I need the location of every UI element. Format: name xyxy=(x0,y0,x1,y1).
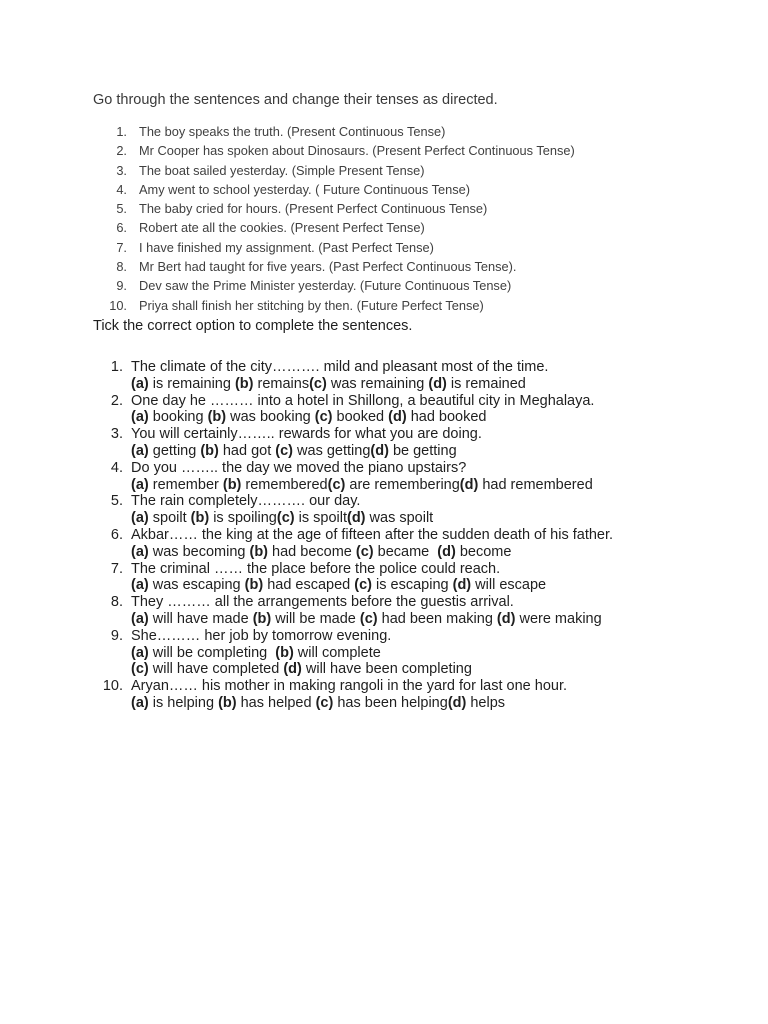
options-line xyxy=(131,645,768,662)
item-number: 6. xyxy=(116,220,127,236)
option-letter: (d) xyxy=(459,476,479,493)
multiple-choice-list xyxy=(0,359,768,712)
option-letter: (c) xyxy=(354,577,373,594)
option-letter: (d) xyxy=(370,442,389,459)
option-letter: (d) xyxy=(496,610,516,627)
option-text[interactable]: will have been completing xyxy=(301,661,472,678)
option-letter: (a) xyxy=(131,409,149,426)
question-text: They ……… all the arrangements before the guestis arrival. xyxy=(131,594,514,611)
item-number: 5. xyxy=(116,201,127,217)
option-letter: (a) xyxy=(131,694,149,711)
options-line xyxy=(131,477,768,494)
question-item xyxy=(0,561,768,595)
option-text[interactable]: is remained xyxy=(446,375,526,392)
item-text: Mr Cooper has spoken about Dinosaurs. (Present Perfect Continuous Tense) xyxy=(139,143,575,159)
option-letter: (a) xyxy=(131,375,149,392)
options-line xyxy=(131,577,768,594)
item-number: 4. xyxy=(116,181,127,197)
option-text[interactable]: will have completed xyxy=(148,661,284,678)
option-text[interactable]: will be completing xyxy=(148,644,276,661)
option-text[interactable]: is escaping xyxy=(372,577,453,594)
question-number: 10. xyxy=(102,678,123,695)
question-text: She……… her job by tomorrow evening. xyxy=(131,627,392,644)
question-number: 3. xyxy=(110,426,123,443)
option-text[interactable]: spoilt xyxy=(148,510,191,527)
question-text: The climate of the city………. mild and pleasant most of the time. xyxy=(131,359,549,375)
item-text: Amy went to school yesterday. ( Future Continuous Tense) xyxy=(139,181,470,197)
option-letter: (d) xyxy=(388,409,407,426)
option-letter: (a) xyxy=(131,610,149,627)
option-text[interactable]: helps xyxy=(466,694,506,711)
option-text[interactable]: had remembered xyxy=(478,476,593,493)
option-text[interactable]: was getting xyxy=(293,442,371,459)
list-item xyxy=(0,163,768,182)
option-text[interactable]: will be made xyxy=(271,610,360,627)
option-text[interactable]: booked xyxy=(332,409,389,426)
item-text: The baby cried for hours. (Present Perfect Continuous Tense) xyxy=(139,201,488,217)
option-text[interactable]: was escaping xyxy=(148,577,245,594)
option-letter: (c) xyxy=(275,442,294,459)
question-number: 6. xyxy=(110,526,123,543)
option-letter: (b) xyxy=(234,375,254,392)
option-letter: (b) xyxy=(200,442,219,459)
list-item xyxy=(0,124,768,143)
option-text[interactable]: remains xyxy=(253,375,310,392)
option-letter: (a) xyxy=(131,442,149,459)
options-line xyxy=(131,409,768,426)
option-text[interactable]: remember xyxy=(148,476,223,493)
option-text[interactable]: be getting xyxy=(388,442,457,459)
option-letter: (b) xyxy=(275,644,294,661)
option-text[interactable]: has been helping xyxy=(333,694,448,711)
question-number: 8. xyxy=(110,594,123,611)
option-letter: (c) xyxy=(327,476,346,493)
question-item xyxy=(0,359,768,393)
option-text[interactable]: is remaining xyxy=(148,375,235,392)
option-text[interactable]: were making xyxy=(515,610,602,627)
tense-change-list xyxy=(0,124,768,317)
list-item xyxy=(0,278,768,297)
option-text[interactable]: had got xyxy=(218,442,276,459)
question-number: 2. xyxy=(110,392,123,409)
option-letter: (b) xyxy=(249,543,268,560)
option-letter: (b) xyxy=(252,610,272,627)
option-letter: (a) xyxy=(131,543,149,560)
item-number: 7. xyxy=(116,239,127,255)
option-letter: (d) xyxy=(437,543,456,560)
item-text: I have finished my assignment. (Past Perfect Tense) xyxy=(139,239,434,255)
option-text[interactable]: was remaining xyxy=(326,375,429,392)
list-item xyxy=(0,182,768,201)
item-number: 8. xyxy=(116,259,127,275)
question-item xyxy=(0,426,768,460)
item-number: 2. xyxy=(116,143,127,159)
question-text: The criminal …… the place before the police could reach. xyxy=(131,560,501,577)
option-text[interactable]: are remembering xyxy=(345,476,460,493)
question-text: Aryan…… his mother in making rangoli in the yard for last one hour. xyxy=(131,678,568,695)
question-number: 5. xyxy=(110,493,123,510)
question-text: One day he ……… into a hotel in Shillong, a beautiful city in Meghalaya. xyxy=(131,392,595,409)
option-letter: (c) xyxy=(131,661,149,678)
question-number: 4. xyxy=(110,459,123,476)
option-text[interactable]: has helped xyxy=(236,694,316,711)
list-item xyxy=(0,298,768,317)
option-text[interactable]: remembered xyxy=(241,476,328,493)
options-line xyxy=(131,544,768,561)
option-letter: (c) xyxy=(276,510,295,527)
options-line xyxy=(131,443,768,460)
option-letter: (d) xyxy=(452,577,472,594)
option-text[interactable]: had been making xyxy=(377,610,497,627)
option-text[interactable]: become xyxy=(455,543,512,560)
option-letter: (c) xyxy=(314,409,333,426)
option-letter: (c) xyxy=(359,610,378,627)
option-text[interactable]: booking xyxy=(148,409,208,426)
option-letter: (c) xyxy=(309,375,327,392)
item-number: 10. xyxy=(109,297,127,313)
option-letter: (a) xyxy=(131,510,149,527)
question-number: 1. xyxy=(110,359,123,375)
option-letter: (a) xyxy=(131,476,149,493)
option-letter: (b) xyxy=(244,577,264,594)
options-line xyxy=(131,376,768,393)
option-letter: (b) xyxy=(218,694,237,711)
item-text: The boy speaks the truth. (Present Continuous Tense) xyxy=(139,124,446,139)
item-text: Dev saw the Prime Minister yesterday. (Future Continuous Tense) xyxy=(139,278,512,294)
item-number: 9. xyxy=(116,278,127,294)
question-text: The rain completely………. our day. xyxy=(131,493,361,510)
item-text: The boat sailed yesterday. (Simple Present Tense) xyxy=(139,162,425,178)
item-text: Priya shall finish her stitching by then. (Future Perfect Tense) xyxy=(139,297,484,313)
option-text[interactable]: became xyxy=(373,543,438,560)
option-text[interactable]: was becoming xyxy=(148,543,250,560)
option-letter: (d) xyxy=(447,694,467,711)
item-text: Robert ate all the cookies. (Present Perfect Tense) xyxy=(139,220,425,236)
question-item xyxy=(0,527,768,561)
option-text[interactable]: had escaped xyxy=(263,577,355,594)
option-text[interactable]: was booking xyxy=(226,409,315,426)
option-letter: (d) xyxy=(428,375,447,392)
question-text: Do you …….. the day we moved the piano upstairs? xyxy=(131,459,467,476)
option-letter: (d) xyxy=(283,661,302,678)
option-letter: (a) xyxy=(131,644,149,661)
option-letter: (c) xyxy=(355,543,374,560)
option-letter: (b) xyxy=(190,510,210,527)
option-text[interactable]: will escape xyxy=(471,577,547,594)
option-letter: (d) xyxy=(347,510,366,527)
option-letter: (b) xyxy=(222,476,242,493)
question-number: 7. xyxy=(110,560,123,577)
question-item xyxy=(0,628,768,678)
section2-heading: Tick the correct option to complete the sentences. xyxy=(93,318,413,334)
option-letter: (b) xyxy=(207,409,227,426)
option-text[interactable]: is spoilt xyxy=(294,510,347,527)
question-item xyxy=(0,678,768,712)
option-text[interactable]: will complete xyxy=(293,644,381,661)
question-item xyxy=(0,460,768,494)
options-line xyxy=(131,661,768,678)
option-text[interactable]: is helping xyxy=(148,694,219,711)
section1-heading: Go through the sentences and change their tenses as directed. xyxy=(93,92,498,108)
item-number: 3. xyxy=(116,162,127,178)
question-item xyxy=(0,493,768,527)
question-item xyxy=(0,393,768,427)
list-item xyxy=(0,259,768,278)
question-item xyxy=(0,594,768,628)
list-item xyxy=(0,240,768,259)
list-item xyxy=(0,220,768,239)
options-line xyxy=(131,695,768,712)
option-text[interactable]: had booked xyxy=(406,409,487,426)
option-letter: (c) xyxy=(315,694,334,711)
option-text[interactable]: is spoiling xyxy=(209,510,277,527)
list-item xyxy=(0,143,768,162)
option-letter: (a) xyxy=(131,577,149,594)
question-text: Akbar…… the king at the age of fifteen after the sudden death of his father. xyxy=(131,526,614,543)
item-number: 1. xyxy=(116,124,127,139)
item-text: Mr Bert had taught for five years. (Past Perfect Continuous Tense). xyxy=(139,259,517,275)
option-text[interactable]: had become xyxy=(268,543,356,560)
list-item xyxy=(0,201,768,220)
option-text[interactable]: will have made xyxy=(148,610,253,627)
question-text: You will certainly…….. rewards for what you are doing. xyxy=(131,426,482,443)
options-line xyxy=(131,611,768,628)
options-line xyxy=(131,510,768,527)
option-text[interactable]: getting xyxy=(148,442,201,459)
option-text[interactable]: was spoilt xyxy=(365,510,434,527)
question-number: 9. xyxy=(110,627,123,644)
